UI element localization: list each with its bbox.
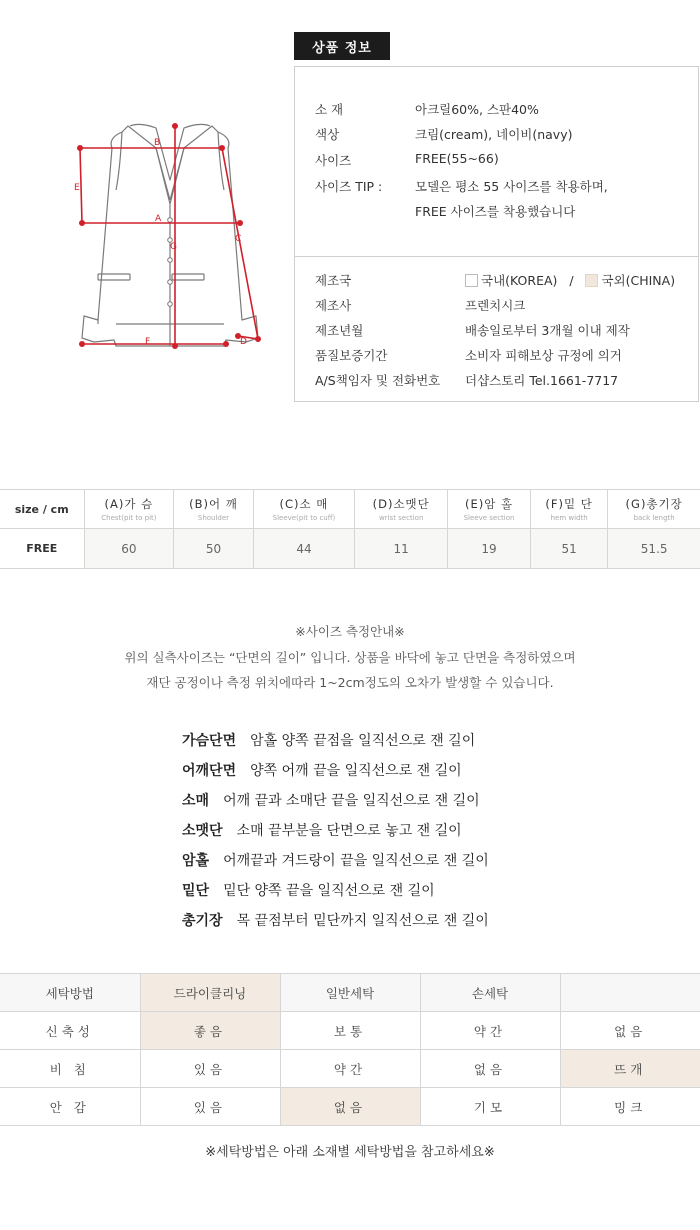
definition-desc: 밑단 양쪽 끝을 일직선으로 잰 길이: [223, 883, 435, 899]
info-label: 제조사: [315, 298, 352, 313]
definition-item: [182, 760, 489, 790]
diagram-label-a: A: [155, 214, 162, 224]
definition-item: [182, 790, 489, 820]
col-sublabel: Shoulder: [197, 514, 230, 522]
care-cell-selected: 드라이클리닝: [140, 974, 280, 1012]
definition-term: 암홀: [182, 853, 210, 869]
col-sublabel: back length: [633, 514, 675, 522]
info-label: 소 재: [315, 102, 344, 117]
size-value-sleeve: 44: [253, 529, 355, 569]
definition-item: [182, 880, 489, 910]
definition-item: [182, 730, 489, 760]
care-cell-selected: 좋음: [140, 1012, 280, 1050]
care-cell: 손세탁: [420, 974, 560, 1012]
col-sublabel: wrist section: [379, 514, 424, 522]
care-cell-header: 신축성: [0, 1012, 140, 1050]
care-cell: 기모: [420, 1088, 560, 1126]
cardigan-diagram: [60, 110, 280, 360]
diagram-label-b: B: [154, 138, 161, 148]
info-label: 제조국: [315, 273, 352, 288]
col-label: (F)밑 단: [545, 497, 593, 511]
care-cell: 없음: [560, 1012, 700, 1050]
info-value: FREE 사이즈를 착용했습니다: [415, 204, 576, 219]
care-cell-selected: 뜨개: [560, 1050, 700, 1088]
care-footer-note: ※세탁방법은 아래 소재별 세탁방법을 참고하세요※: [205, 1145, 495, 1160]
definition-desc: 어깨끝과 겨드랑이 끝을 일직선으로 잰 길이: [223, 853, 489, 869]
definition-desc: 암홀 양쪽 끝점을 일직선으로 잰 길이: [250, 733, 476, 749]
care-cell: 있음: [140, 1088, 280, 1126]
checkbox-china: [585, 274, 598, 287]
info-value: 더샵스토리 Tel.1661-7717: [465, 373, 619, 388]
definition-term: 소맷단: [182, 823, 223, 839]
size-table: [0, 489, 700, 569]
notice-line-2: 재단 공정이나 측정 위치에따라 1~2cm정도의 오차가 발생할 수 있습니다.: [146, 675, 554, 690]
size-col-wrist: [355, 490, 448, 529]
size-col-shoulder: [174, 490, 253, 529]
care-row-wash: [0, 974, 700, 1012]
info-value: [465, 271, 675, 289]
country-separator: /: [569, 273, 574, 288]
care-row-stretch: [0, 1012, 700, 1050]
size-value-hem: 51: [530, 529, 607, 569]
definition-desc: 소매 끝부분을 단면으로 놓고 잰 길이: [236, 823, 462, 839]
care-cell: [560, 974, 700, 1012]
col-sublabel: hem width: [550, 514, 588, 522]
care-cell-selected: 없음: [280, 1088, 420, 1126]
care-cell-header: 비 침: [0, 1050, 140, 1088]
info-label: A/S책임자 및 전화번호: [315, 373, 441, 388]
definition-term: 총기장: [182, 913, 223, 929]
col-label: (E)암 홀: [464, 497, 514, 511]
info-value: 아크릴60%, 스판40%: [415, 102, 539, 117]
care-cell: 약간: [420, 1012, 560, 1050]
info-value: 크림(cream), 네이비(navy): [415, 127, 573, 142]
size-value-wrist: 11: [355, 529, 448, 569]
info-label: 품질보증기간: [315, 348, 388, 363]
size-table-header-row: [0, 490, 700, 529]
notice-line-1: 위의 실측사이즈는 “단면의 길이” 입니다. 상품을 바닥에 놓고 단면을 측정하였으며: [124, 650, 576, 665]
measurement-definitions: [182, 730, 489, 940]
definition-item: [182, 910, 489, 940]
size-col-armhole: [448, 490, 531, 529]
definition-term: 밑단: [182, 883, 210, 899]
col-label: (A)가 슴: [104, 497, 154, 511]
care-cell-header: 안 감: [0, 1088, 140, 1126]
diagram-label-d: D: [240, 337, 247, 347]
diagram-label-e: E: [74, 183, 80, 193]
size-col-chest: [84, 490, 174, 529]
info-label: 사이즈: [315, 153, 352, 168]
diagram-label-c: C: [235, 234, 242, 244]
size-value-shoulder: 50: [174, 529, 253, 569]
care-cell: 없음: [420, 1050, 560, 1088]
definition-term: 어깨단면: [182, 763, 237, 779]
info-label: 색상: [315, 127, 340, 142]
col-label: (D)소맷단: [372, 497, 430, 511]
definition-desc: 어깨 끝과 소매단 끝을 일직선으로 잰 길이: [223, 793, 480, 809]
diagram-label-f: F: [145, 337, 151, 347]
info-divider: [295, 256, 698, 257]
care-table: [0, 973, 700, 1126]
col-sublabel: Chest(pit to pit): [101, 514, 157, 522]
info-value: 소비자 피해보상 규정에 의거: [465, 348, 622, 363]
size-col-length: [608, 490, 700, 529]
care-cell: 밍크: [560, 1088, 700, 1126]
definition-desc: 양쪽 어깨 끝을 일직선으로 잰 길이: [250, 763, 462, 779]
col-label: (B)어 깨: [189, 497, 238, 511]
definition-item: [182, 820, 489, 850]
diagram-label-g: G: [170, 242, 177, 252]
info-value: 프렌치시크: [465, 298, 526, 313]
definition-item: [182, 850, 489, 880]
size-table-row: [0, 529, 700, 569]
definition-term: 소매: [182, 793, 210, 809]
info-label: 사이즈 TIP :: [315, 179, 383, 194]
info-value: 모델은 평소 55 사이즈를 착용하며,: [415, 179, 608, 194]
info-label: 제조년월: [315, 323, 364, 338]
care-row-lining: [0, 1088, 700, 1126]
size-col-hem: [530, 490, 607, 529]
notice-title: ※사이즈 측정안내※: [295, 624, 405, 639]
care-cell: 보통: [280, 1012, 420, 1050]
definition-term: 가슴단면: [182, 733, 237, 749]
col-label: (C)소 매: [279, 497, 329, 511]
size-value-armhole: 19: [448, 529, 531, 569]
checkbox-korea: [465, 274, 478, 287]
product-info-badge: 상품 정보: [294, 32, 390, 60]
col-label: (G)총기장: [625, 497, 683, 511]
info-value: 배송일로부터 3개월 이내 제작: [465, 323, 630, 338]
care-row-sheer: [0, 1050, 700, 1088]
size-col-sleeve: [253, 490, 355, 529]
care-cell: 있음: [140, 1050, 280, 1088]
country-option-korea: 국내(KOREA): [481, 273, 558, 288]
size-value-length: 51.5: [608, 529, 700, 569]
definition-desc: 목 끝점부터 밑단까지 일직선으로 잰 길이: [236, 913, 489, 929]
size-table-corner: size / cm: [0, 490, 84, 529]
care-cell-header: 세탁방법: [0, 974, 140, 1012]
cardigan-illustration: [60, 110, 280, 360]
size-row-label: FREE: [0, 529, 84, 569]
product-info-box: [294, 66, 699, 402]
care-cell: 약간: [280, 1050, 420, 1088]
country-option-china: 국외(CHINA): [601, 273, 676, 288]
col-sublabel: Sleeve(pit to cuff): [272, 514, 336, 522]
col-sublabel: Sleeve section: [463, 514, 515, 522]
care-cell: 일반세탁: [280, 974, 420, 1012]
size-value-chest: 60: [84, 529, 174, 569]
info-value: FREE(55~66): [415, 151, 499, 166]
